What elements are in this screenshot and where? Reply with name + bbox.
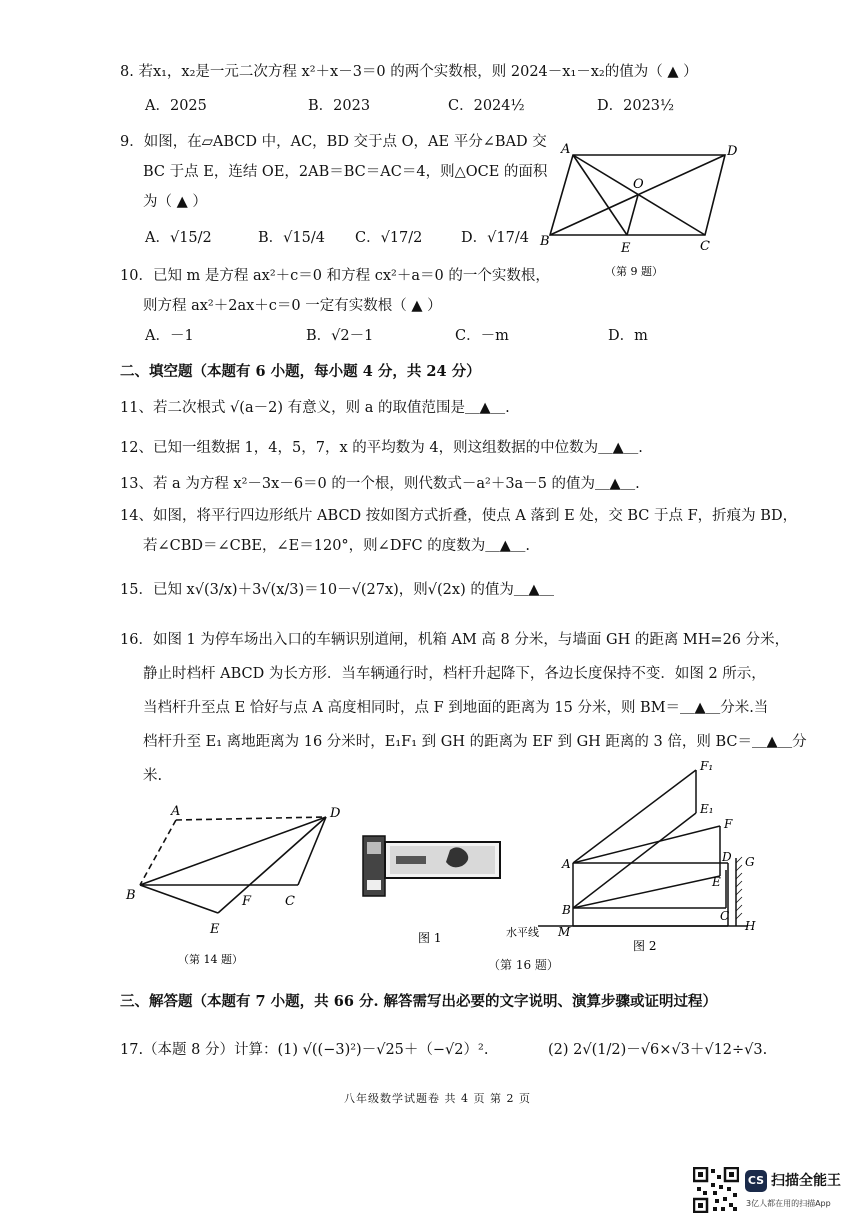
fig14-label-e: E (210, 922, 220, 937)
q13: 13、若 a 为方程 x²－3x－6＝0 的一个根，则代数式－a²＋3a－5 的值为＿▲＿. (120, 476, 640, 492)
q8-option-a: A．2025 (145, 98, 207, 114)
q8-stem: 8. 若x₁，x₂是一元二次方程 x²＋x－3＝0 的两个实数根，则 2024－x₁－x₂的值为（ ▲ ） (120, 64, 698, 80)
q16-line5: 米. (143, 768, 163, 784)
q10-option-a: A．－1 (145, 328, 194, 344)
fig16-label-c: C (720, 909, 730, 923)
fig16-label-e1: E₁ (700, 802, 714, 816)
fig16-caption: （第 16 题） (488, 958, 559, 972)
scanner-app-tagline: 3亿人都在用的扫描App (746, 1199, 831, 1208)
fig9-label-e: E (621, 241, 631, 256)
fig16-ground-label: 水平线 (506, 926, 539, 939)
fig14-label-a: A (171, 804, 181, 819)
figure-q9-parallelogram (535, 140, 755, 280)
fig9-caption: （第 9 题） (605, 265, 663, 278)
figure-q16-photo (358, 828, 508, 948)
section-solve-title: 三、解答题（本题有 7 小题，共 66 分. 解答需写出必要的文字说明、演算步骤或证明过程） (120, 993, 718, 1010)
fig14-caption: （第 14 题） (178, 953, 243, 966)
fig16-label-e: E (712, 875, 721, 889)
q11: 11、若二次根式 √(a－2) 有意义，则 a 的取值范围是＿▲＿. (120, 400, 510, 416)
scanner-app-name: 扫描全能王 (771, 1173, 841, 1189)
fig16-label-f: F (724, 817, 733, 831)
q9-stem-line1: 9．如图，在▱ABCD 中，AC，BD 交于点 O，AE 平分∠BAD 交 (120, 134, 547, 150)
fig16-label-a: A (562, 857, 571, 871)
fig16-label-h: H (745, 919, 756, 933)
fig16-photo-caption: 图 1 (418, 931, 442, 945)
q9-option-b: B．√15/4 (258, 230, 325, 246)
fig14-label-f: F (242, 894, 252, 909)
q10-option-c: C．－m (455, 328, 509, 344)
q14-line1: 14、如图，将平行四边形纸片 ABCD 按如图方式折叠，使点 A 落到 E 处，交 BC 于点 F，折痕为 BD， (120, 508, 798, 524)
q16-line1: 16．如图 1 为停车场出入口的车辆识别道闸，机箱 AM 高 8 分米，与墙面 GH 的距离 MH=26 分米， (120, 632, 790, 648)
q8-option-d: D．2023½ (597, 98, 675, 114)
q16-line2: 静止时档杆 ABCD 为长方形．当车辆通行时，档杆升起降下，各边长度保持不变．如图 2 所示， (143, 666, 766, 682)
fig9-label-c: C (700, 239, 710, 254)
page-footer: 八年级数学试题卷 共 4 页 第 2 页 (344, 1092, 531, 1105)
fig16-label-g: G (745, 855, 755, 869)
section-fill-in-title: 二、填空题（本题有 6 小题，每小题 4 分，共 24 分） (120, 363, 481, 380)
fig9-label-d: D (727, 144, 738, 159)
fig14-label-d: D (330, 806, 341, 821)
q10-option-b: B．√2－1 (306, 328, 374, 344)
q9-option-c: C．√17/2 (355, 230, 423, 246)
q10-stem-line1: 10．已知 m 是方程 ax²＋c＝0 和方程 cx²＋a＝0 的一个实数根， (120, 268, 550, 284)
fig16-label-f1: F₁ (700, 759, 714, 773)
qr-code-icon (693, 1167, 739, 1213)
q8-option-b: B．2023 (308, 98, 371, 114)
q10-stem-line2: 则方程 ax²＋2ax＋c＝0 一定有实数根（ ▲ ） (143, 298, 442, 314)
scanner-app-logo: CS (745, 1170, 767, 1192)
figure-q14-fold (118, 795, 358, 975)
q9-option-a: A．√15/2 (145, 230, 212, 246)
fig16-label-b: B (562, 903, 571, 917)
fig16-label-d: D (722, 850, 732, 864)
q10-option-d: D．m (608, 328, 648, 344)
fig9-label-a: A (561, 142, 571, 157)
q12: 12、已知一组数据 1，4，5，7，x 的平均数为 4，则这组数据的中位数为＿▲＿. (120, 440, 643, 456)
q9-option-d: D．√17/4 (461, 230, 529, 246)
fig9-label-o: O (633, 177, 644, 192)
q16-line4: 档杆升至 E₁ 离地距离为 16 分米时，E₁F₁ 到 GH 的距离为 EF 到 GH 距离的 3 倍，则 BC＝＿▲＿分 (143, 734, 807, 750)
figure-q16-diagram (498, 758, 760, 978)
q9-stem-line3: 为（ ▲ ） (143, 194, 207, 210)
q8-option-c: C．2024½ (448, 98, 525, 114)
q14-line2: 若∠CBD＝∠CBE，∠E＝120°，则∠DFC 的度数为＿▲＿. (143, 538, 530, 554)
q15: 15．已知 x√(3/x)＋3√(x/3)＝10－√(27x)，则√(2x) 的值为＿▲＿ (120, 582, 554, 598)
q17-part2: (2) 2√(1/2)－√6×√3＋√12÷√3. (548, 1042, 768, 1058)
fig14-label-c: C (285, 894, 295, 909)
fig16-label-m: M (558, 925, 571, 939)
fig9-label-b: B (540, 234, 550, 249)
fig16-diagram-caption: 图 2 (633, 939, 657, 953)
q16-line3: 当档杆升至点 E 恰好与点 A 高度相同时，点 F 到地面的距离为 15 分米，则 BM＝＿▲＿分米.当 (143, 700, 769, 716)
fig14-label-b: B (126, 888, 136, 903)
q17-part1: 17.（本题 8 分）计算：(1) √((−3)²)－√25＋（−√2）². (120, 1042, 489, 1058)
q9-stem-line2: BC 于点 E，连结 OE，2AB＝BC＝AC＝4，则△OCE 的面积 (143, 164, 548, 180)
